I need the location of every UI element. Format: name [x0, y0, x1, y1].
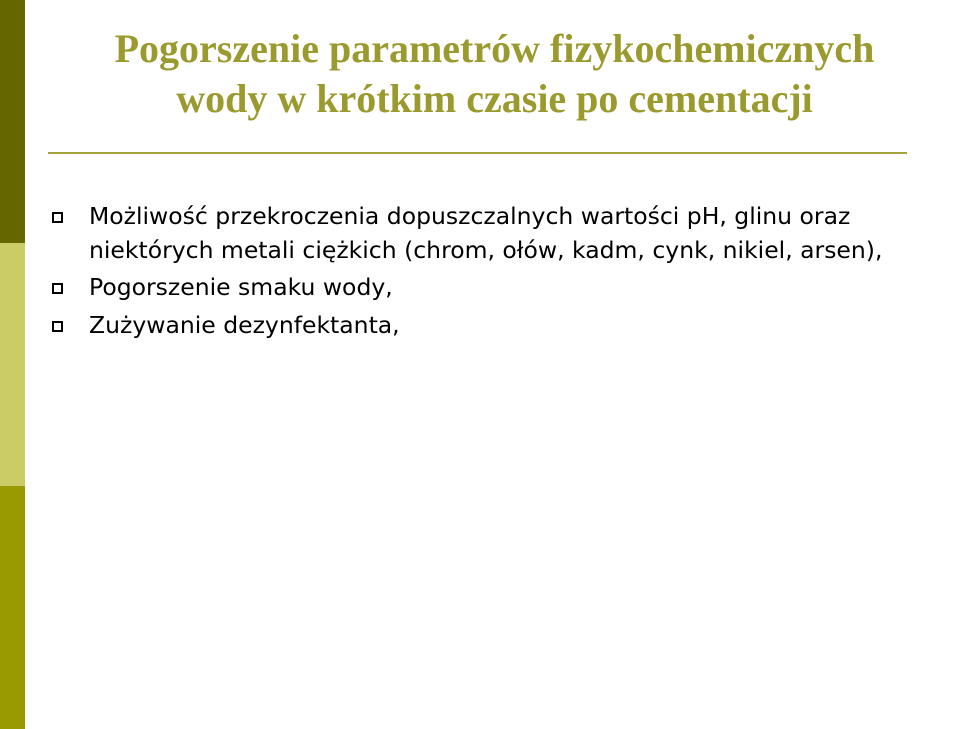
bullet-text: Możliwość przekroczenia dopuszczalnych wartości pH, glinu oraz niektórych metali ciężkich (chrom, ołów, kadm, cynk, nikiel, arsen), — [89, 202, 883, 264]
decorative-side-bar — [0, 0, 25, 729]
side-bar-segment-light — [0, 243, 25, 486]
square-bullet-icon — [52, 212, 63, 223]
side-bar-segment-mid — [0, 486, 25, 729]
bullet-item-3 — [52, 309, 922, 343]
bullet-item-2 — [52, 271, 922, 305]
title-divider-line — [48, 152, 907, 154]
side-bar-segment-dark — [0, 0, 25, 243]
bullet-list — [52, 200, 922, 346]
bullet-item-1 — [52, 200, 922, 267]
square-bullet-icon — [52, 321, 63, 332]
bullet-text: Pogorszenie smaku wody, — [89, 273, 393, 301]
slide-title-line-1: Pogorszenie parametrów fizykochemicznych — [114, 26, 875, 71]
slide-title — [30, 24, 959, 124]
bullet-text: Zużywanie dezynfektanta, — [89, 310, 400, 339]
square-bullet-icon — [52, 283, 63, 294]
slide-title-line-2: wody w krótkim czasie po cementacji — [176, 76, 813, 121]
